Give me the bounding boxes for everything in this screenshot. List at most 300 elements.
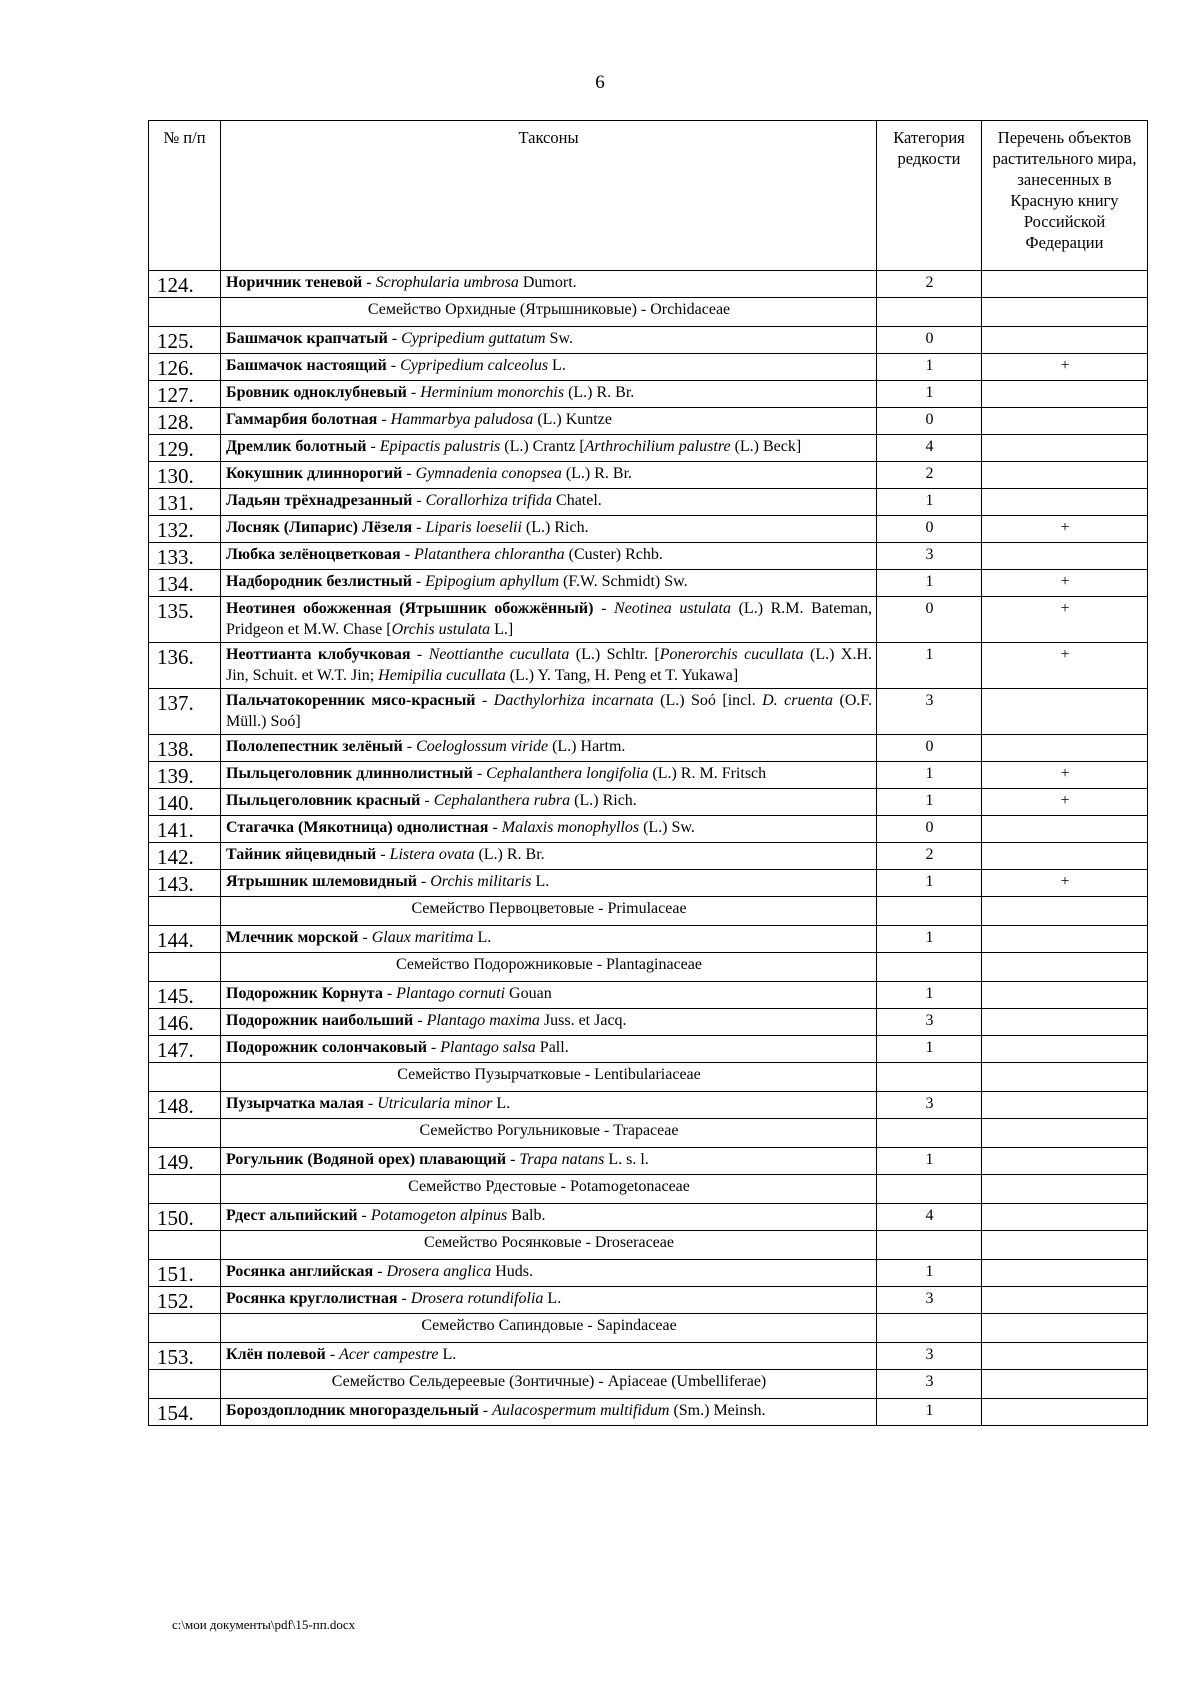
latin-name: Listera ovata: [389, 846, 475, 863]
name-text: -: [397, 1290, 411, 1307]
latin-name: Scrophularia umbrosa: [375, 274, 519, 291]
rf-red-book-mark: [982, 897, 1148, 926]
taxon-name: [221, 597, 877, 643]
russian-name: Пальчатокоренник мясо-красный: [226, 692, 476, 709]
rf-red-book-mark: [982, 462, 1148, 489]
rarity-category: 1: [877, 643, 982, 689]
russian-name: Гаммарбия болотная: [226, 411, 378, 428]
latin-name: Malaxis monophyllos: [501, 819, 640, 836]
rarity-category: [877, 1314, 982, 1343]
taxon-name: [221, 1260, 877, 1287]
name-text: (L.) Rich.: [570, 792, 637, 809]
rf-red-book-mark: [982, 1343, 1148, 1370]
name-text: (L.) Rich.: [521, 519, 589, 536]
species-row: [149, 843, 1148, 870]
russian-name: Бороздоплодник многораздельный: [226, 1402, 479, 1419]
family-name: Семейство Рогульниковые - Trapaceae: [221, 1119, 877, 1148]
species-row: [149, 597, 1148, 643]
name-text: -: [593, 600, 615, 617]
russian-name: Пузырчатка малая: [226, 1095, 364, 1112]
latin-name: Corallorhiza trifida: [425, 492, 553, 509]
rf-red-book-mark: +: [982, 789, 1148, 816]
name-text: -: [377, 411, 391, 428]
latin-name: Potamogeton alpinus: [370, 1207, 508, 1224]
species-row: [149, 271, 1148, 298]
row-number: 142.: [149, 843, 221, 870]
species-row: [149, 870, 1148, 897]
latin-name: Plantago cornuti: [396, 985, 506, 1002]
row-number: 144.: [149, 926, 221, 953]
name-text: L.: [438, 1346, 457, 1363]
row-number: 137.: [149, 689, 221, 735]
rf-red-book-mark: [982, 1119, 1148, 1148]
latin-name: Gymnadenia conopsea: [415, 465, 562, 482]
rarity-category: [877, 1231, 982, 1260]
row-number: 150.: [149, 1204, 221, 1231]
species-row: [149, 408, 1148, 435]
rf-red-book-mark: [982, 1175, 1148, 1204]
taxon-name: [221, 735, 877, 762]
rf-red-book-mark: [982, 1231, 1148, 1260]
species-row: [149, 570, 1148, 597]
rarity-category: 1: [877, 489, 982, 516]
row-number: 148.: [149, 1092, 221, 1119]
name-text: (L.) Beck]: [730, 438, 802, 455]
taxon-name: [221, 1009, 877, 1036]
rf-red-book-mark: +: [982, 870, 1148, 897]
rf-red-book-mark: [982, 435, 1148, 462]
russian-name: Неоттианта клобучковая: [226, 646, 411, 663]
russian-name: Башмачок крапчатый: [226, 330, 388, 347]
rarity-category: 2: [877, 271, 982, 298]
species-row: [149, 689, 1148, 735]
rf-red-book-mark: [982, 1399, 1148, 1426]
latin-name: Herminium monorchis: [420, 384, 565, 401]
name-text: -: [402, 465, 416, 482]
header-rf-list: Перечень объектов растительного мира, занесенных в Красную книгу Российской Федерации: [982, 121, 1148, 271]
latin-name: Hemipilia cucullata: [378, 667, 506, 684]
rf-red-book-mark: [982, 953, 1148, 982]
row-number: 140.: [149, 789, 221, 816]
name-text: -: [358, 929, 372, 946]
latin-name: Cypripedium guttatum: [401, 330, 546, 347]
rarity-category: 0: [877, 408, 982, 435]
row-number: 131.: [149, 489, 221, 516]
rf-red-book-mark: [982, 843, 1148, 870]
russian-name: Любка зелёноцветковая: [226, 546, 401, 563]
row-number-cell: [149, 1063, 221, 1092]
name-text: (L.) Y. Tang, H. Peng et T. Yukawa]: [505, 667, 739, 684]
family-name: Семейство Первоцветовые - Primulaceae: [221, 897, 877, 926]
rf-red-book-mark: +: [982, 516, 1148, 543]
name-text: (L.) R. Br.: [561, 465, 633, 482]
rf-red-book-mark: +: [982, 762, 1148, 789]
rf-red-book-mark: [982, 327, 1148, 354]
name-text: -: [413, 1012, 427, 1029]
table-body: [149, 271, 1148, 1426]
name-text: L. s. l.: [604, 1151, 649, 1168]
rf-red-book-mark: [982, 816, 1148, 843]
rarity-category: [877, 1175, 982, 1204]
row-number: 128.: [149, 408, 221, 435]
name-text: (F.W. Schmidt) Sw.: [559, 573, 688, 590]
row-number: 133.: [149, 543, 221, 570]
rarity-category: 4: [877, 435, 982, 462]
rarity-category: 1: [877, 789, 982, 816]
row-number: 152.: [149, 1287, 221, 1314]
latin-name: Plantago salsa: [440, 1039, 536, 1056]
taxon-name: [221, 1399, 877, 1426]
family-name: Семейство Рдестовые - Potamogetonaceae: [221, 1175, 877, 1204]
rarity-category: [877, 1063, 982, 1092]
name-text: -: [478, 1402, 493, 1419]
rarity-category: 1: [877, 1260, 982, 1287]
name-text: (L.) R. Br.: [474, 846, 545, 863]
latin-name: Trapa natans: [519, 1151, 605, 1168]
family-header-row: [149, 298, 1148, 327]
taxon-name: [221, 570, 877, 597]
taxon-name: [221, 1036, 877, 1063]
taxon-name: [221, 926, 877, 953]
taxon-name: [221, 843, 877, 870]
family-header-row: [149, 1231, 1148, 1260]
rarity-category: [877, 1119, 982, 1148]
taxon-name: [221, 489, 877, 516]
russian-name: Подорожник Корнута: [226, 985, 383, 1002]
rarity-category: 1: [877, 1399, 982, 1426]
species-row: [149, 516, 1148, 543]
species-row: [149, 643, 1148, 689]
rf-red-book-mark: +: [982, 354, 1148, 381]
species-row: [149, 1036, 1148, 1063]
taxon-name: [221, 762, 877, 789]
taxon-name: [221, 870, 877, 897]
name-text: -: [366, 438, 380, 455]
family-name: Семейство Подорожниковые - Plantaginaceae: [221, 953, 877, 982]
species-row: [149, 1092, 1148, 1119]
row-number-cell: [149, 298, 221, 327]
row-number-cell: [149, 953, 221, 982]
name-text: Sw.: [545, 330, 573, 347]
name-text: Gouan: [505, 985, 552, 1002]
rarity-category: 4: [877, 1204, 982, 1231]
species-row: [149, 762, 1148, 789]
name-text: -: [506, 1151, 520, 1168]
rf-red-book-mark: [982, 408, 1148, 435]
family-header-row: [149, 953, 1148, 982]
latin-name: Dacthylorhiza incarnata: [493, 692, 654, 709]
rarity-category: 1: [877, 1148, 982, 1175]
species-row: [149, 789, 1148, 816]
name-text: L.: [492, 1095, 511, 1112]
rf-red-book-mark: [982, 982, 1148, 1009]
latin-name: Aulacospermum multifidum: [492, 1402, 670, 1419]
name-text: (L.) Soó [incl.: [653, 692, 763, 709]
russian-name: Стагачка (Мякотница) однолистная: [226, 819, 489, 836]
name-text: -: [406, 384, 421, 401]
row-number: 134.: [149, 570, 221, 597]
species-row: [149, 1287, 1148, 1314]
latin-name: Drosera anglica: [386, 1263, 492, 1280]
latin-name: Epipactis palustris: [379, 438, 501, 455]
name-text: -: [412, 519, 426, 536]
name-text: -: [376, 846, 390, 863]
russian-name: Клён полевой: [226, 1346, 326, 1363]
taxon-name: [221, 789, 877, 816]
name-text: -: [325, 1346, 340, 1363]
latin-name: Liparis loeselii: [425, 519, 522, 536]
latin-name: Hammarbya paludosa: [390, 411, 534, 428]
rarity-category: 3: [877, 1009, 982, 1036]
name-text: -: [402, 738, 417, 755]
latin-name: Cypripedium calceolus: [400, 357, 549, 374]
russian-name: Подорожник солончаковый: [226, 1039, 427, 1056]
taxon-name: [221, 516, 877, 543]
rf-red-book-mark: [982, 271, 1148, 298]
rf-red-book-mark: [982, 1092, 1148, 1119]
name-text: -: [400, 546, 415, 563]
taxon-name: [221, 1148, 877, 1175]
name-text: (L.) R. Br.: [564, 384, 635, 401]
russian-name: Неотинея обожженная (Ятрышник обожжённый): [226, 600, 594, 617]
species-row: [149, 543, 1148, 570]
russian-name: Пыльцеголовник красный: [226, 792, 421, 809]
name-text: -: [386, 357, 401, 374]
latin-name: Cephalanthera rubra: [433, 792, 571, 809]
rf-red-book-mark: [982, 381, 1148, 408]
taxon-name: [221, 689, 877, 735]
rarity-category: [877, 897, 982, 926]
page-number: 6: [595, 72, 605, 93]
row-number: 139.: [149, 762, 221, 789]
family-header-row: [149, 1063, 1148, 1092]
taxon-name: [221, 1204, 877, 1231]
row-number: 132.: [149, 516, 221, 543]
rf-red-book-mark: [982, 1287, 1148, 1314]
row-number-cell: [149, 1231, 221, 1260]
header-number: № п/п: [149, 121, 221, 271]
rarity-category: 1: [877, 870, 982, 897]
latin-name: Acer campestre: [339, 1346, 439, 1363]
rf-red-book-mark: [982, 298, 1148, 327]
rarity-category: 2: [877, 843, 982, 870]
russian-name: Росянка английская: [226, 1263, 374, 1280]
latin-name: Plantago maxima: [426, 1012, 540, 1029]
species-row: [149, 1148, 1148, 1175]
species-row: [149, 1260, 1148, 1287]
rf-red-book-mark: [982, 489, 1148, 516]
name-text: -: [382, 985, 397, 1002]
taxon-name: [221, 381, 877, 408]
name-text: -: [357, 1207, 371, 1224]
family-header-row: [149, 897, 1148, 926]
latin-name: Utricularia minor: [377, 1095, 493, 1112]
russian-name: Рогульник (Водяной орех) плавающий: [226, 1151, 507, 1168]
rf-red-book-mark: [982, 1370, 1148, 1399]
row-number: 135.: [149, 597, 221, 643]
rarity-category: 2: [877, 462, 982, 489]
species-row: [149, 1399, 1148, 1426]
name-text: -: [387, 330, 402, 347]
latin-name: Platanthera chlorantha: [414, 546, 565, 563]
name-text: -: [412, 492, 426, 509]
name-text: -: [363, 1095, 378, 1112]
species-row: [149, 735, 1148, 762]
row-number-cell: [149, 1314, 221, 1343]
name-text: L.: [473, 929, 492, 946]
species-row: [149, 982, 1148, 1009]
rarity-category: 1: [877, 381, 982, 408]
species-row: [149, 1343, 1148, 1370]
species-row: [149, 1204, 1148, 1231]
latin-name: Orchis militaris: [430, 873, 532, 890]
family-name: Семейство Пузырчатковые - Lentibulariaceae: [221, 1063, 877, 1092]
name-text: -: [475, 692, 494, 709]
latin-name: Coeloglossum viride: [416, 738, 549, 755]
table-header-row: [149, 121, 1148, 271]
row-number: 124.: [149, 271, 221, 298]
name-text: (L.) Crantz [: [500, 438, 585, 455]
russian-name: Тайник яйцевидный: [226, 846, 377, 863]
species-row: [149, 354, 1148, 381]
russian-name: Башмачок настоящий: [226, 357, 387, 374]
family-name: Семейство Орхидные (Ятрышниковые) - Orchidaceae: [221, 298, 877, 327]
name-text: L.]: [490, 621, 514, 638]
latin-name: Neottianthe cucullata: [428, 646, 570, 663]
rf-red-book-mark: [982, 926, 1148, 953]
taxon-name: [221, 1092, 877, 1119]
rarity-category: 3: [877, 1370, 982, 1399]
russian-name: Рдест альпийский: [226, 1207, 358, 1224]
name-text: (L.) Sw.: [639, 819, 695, 836]
russian-name: Росянка круглолистная: [226, 1290, 398, 1307]
rarity-category: 3: [877, 543, 982, 570]
name-text: -: [420, 792, 434, 809]
taxon-name: [221, 435, 877, 462]
latin-name: Cephalanthera longifolia: [486, 765, 649, 782]
rf-red-book-mark: [982, 735, 1148, 762]
russian-name: Ятрышник шлемовидный: [226, 873, 417, 890]
row-number: 126.: [149, 354, 221, 381]
species-row: [149, 435, 1148, 462]
russian-name: Норичник теневой: [226, 274, 363, 291]
latin-name: Ponerorchis cucullata: [659, 646, 804, 663]
rf-red-book-mark: [982, 543, 1148, 570]
name-text: Dumort.: [518, 274, 577, 291]
species-row: [149, 489, 1148, 516]
name-text: (L.) Schltr. [: [569, 646, 660, 663]
rarity-category: 0: [877, 327, 982, 354]
rf-red-book-mark: [982, 1204, 1148, 1231]
row-number: 154.: [149, 1399, 221, 1426]
rarity-category: [877, 298, 982, 327]
rarity-category: [877, 953, 982, 982]
taxon-name: [221, 816, 877, 843]
rarity-category: 3: [877, 1092, 982, 1119]
taxon-name: [221, 1287, 877, 1314]
rarity-category: 3: [877, 1343, 982, 1370]
name-text: -: [362, 274, 376, 291]
row-number: 125.: [149, 327, 221, 354]
name-text: L.: [531, 873, 550, 890]
rarity-category: 1: [877, 570, 982, 597]
name-text: (L.) Hartm.: [548, 738, 626, 755]
russian-name: Кокушник длиннорогий: [226, 465, 403, 482]
row-number-cell: [149, 1119, 221, 1148]
row-number: 151.: [149, 1260, 221, 1287]
species-row: [149, 462, 1148, 489]
name-text: Pall.: [535, 1039, 569, 1056]
rarity-category: 0: [877, 597, 982, 643]
russian-name: Лосняк (Липарис) Лёзеля: [226, 519, 413, 536]
name-text: (L.) Kuntze: [533, 411, 612, 428]
header-category: Категория редкости: [877, 121, 982, 271]
name-text: Huds.: [491, 1263, 533, 1280]
taxon-name: [221, 354, 877, 381]
rarity-category: 1: [877, 762, 982, 789]
name-text: -: [373, 1263, 387, 1280]
row-number-cell: [149, 1175, 221, 1204]
row-number: 129.: [149, 435, 221, 462]
row-number: 149.: [149, 1148, 221, 1175]
name-text: -: [426, 1039, 441, 1056]
name-text: -: [488, 819, 502, 836]
name-text: Juss. et Jacq.: [539, 1012, 627, 1029]
rarity-category: 3: [877, 689, 982, 735]
name-text: -: [472, 765, 487, 782]
taxon-name: [221, 543, 877, 570]
family-header-row: [149, 1370, 1148, 1399]
species-row: [149, 381, 1148, 408]
rarity-category: 1: [877, 926, 982, 953]
taxon-name: [221, 462, 877, 489]
row-number: 145.: [149, 982, 221, 1009]
name-text: L.: [548, 357, 566, 374]
name-text: (L.) R. M. Fritsch: [648, 765, 767, 782]
family-name: Семейство Сапиндовые - Sapindaceae: [221, 1314, 877, 1343]
russian-name: Подорожник наибольший: [226, 1012, 414, 1029]
rarity-category: 0: [877, 735, 982, 762]
family-name: Семейство Росянковые - Droseraceae: [221, 1231, 877, 1260]
rarity-category: 0: [877, 516, 982, 543]
latin-name: Glaux maritima: [371, 929, 474, 946]
rf-red-book-mark: [982, 1148, 1148, 1175]
russian-name: Пыльцеголовник длиннолистный: [226, 765, 473, 782]
rf-red-book-mark: [982, 1036, 1148, 1063]
latin-name: Orchis ustulata: [391, 621, 491, 638]
header-taxa: Таксоны: [221, 121, 877, 271]
row-number-cell: [149, 897, 221, 926]
name-text: L.: [543, 1290, 562, 1307]
latin-name: D. cruenta: [762, 692, 834, 709]
name-text: (L.) R.M. Bateman, Pridgeon et M.W. Chase [: [226, 600, 873, 638]
family-header-row: [149, 1175, 1148, 1204]
latin-name: Drosera rotundifolia: [410, 1290, 544, 1307]
rf-red-book-mark: +: [982, 643, 1148, 689]
family-header-row: [149, 1119, 1148, 1148]
family-name: Семейство Сельдереевые (Зонтичные) - Apiaceae (Umbelliferae): [221, 1370, 877, 1399]
name-text: -: [410, 646, 429, 663]
taxon-name: [221, 408, 877, 435]
species-row: [149, 1009, 1148, 1036]
name-text: -: [416, 873, 431, 890]
rf-red-book-mark: [982, 1260, 1148, 1287]
row-number: 143.: [149, 870, 221, 897]
latin-name: Epipogium aphyllum: [425, 573, 560, 590]
family-header-row: [149, 1314, 1148, 1343]
rf-red-book-mark: +: [982, 570, 1148, 597]
name-text: -: [411, 573, 426, 590]
